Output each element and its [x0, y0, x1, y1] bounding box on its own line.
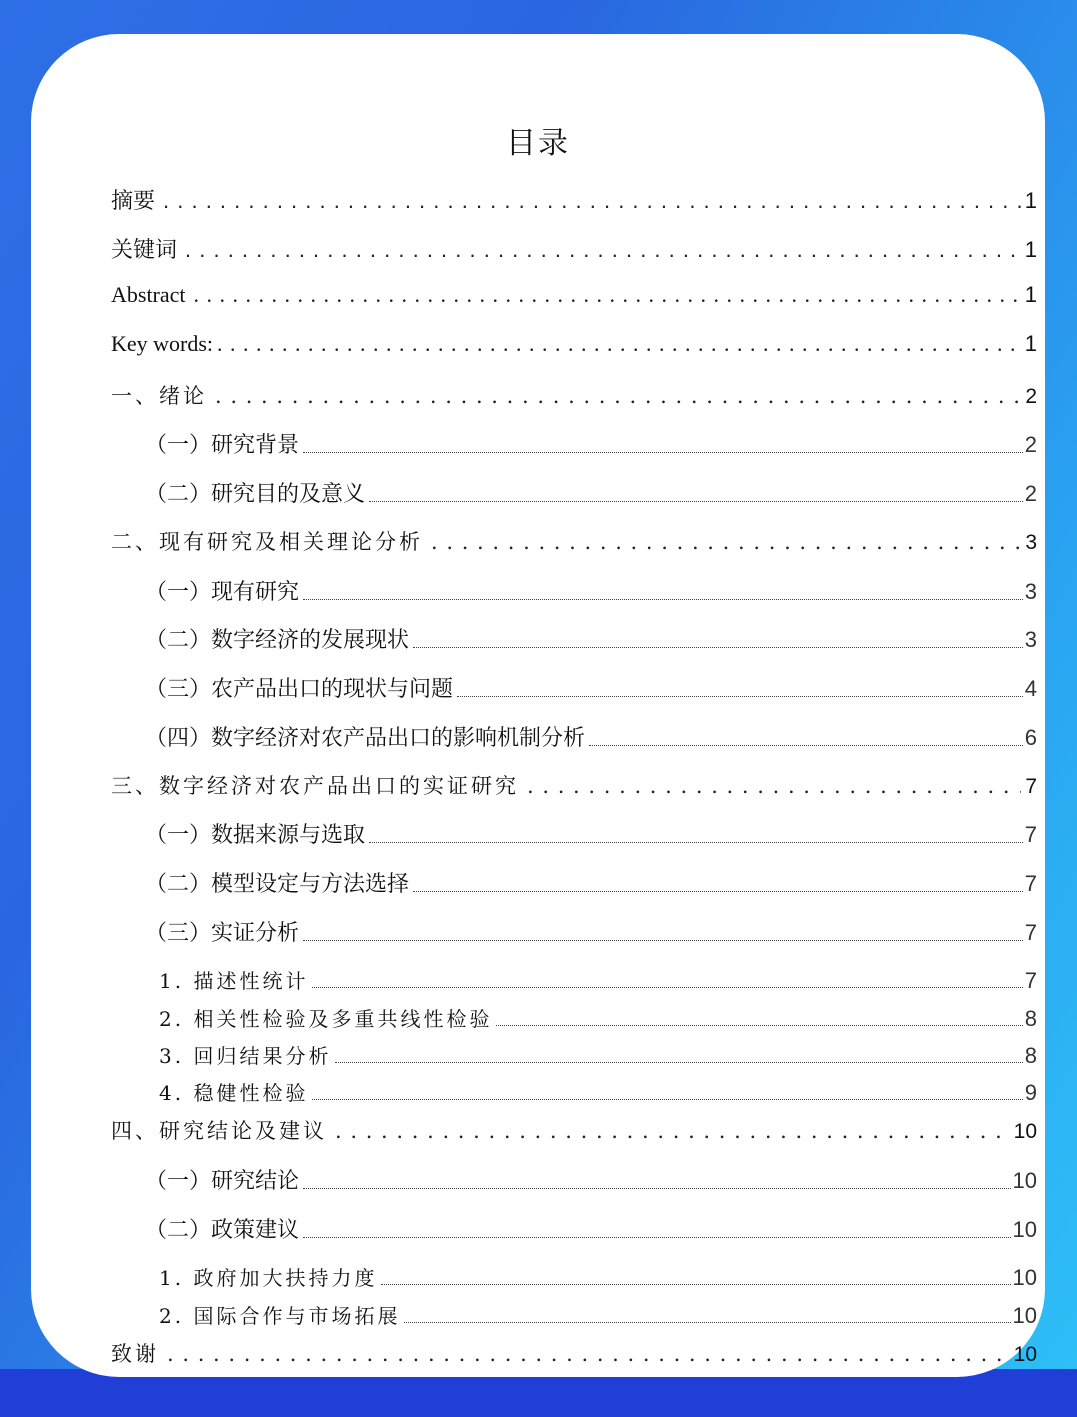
- toc-entry-keywords-cn[interactable]: [111, 233, 1037, 264]
- toc-leader: [303, 452, 1023, 453]
- toc-entry-subsection-3-3-3[interactable]: [159, 1040, 1037, 1069]
- toc-entry-chapter-1[interactable]: [111, 380, 1037, 410]
- toc-entry-label: 1. 描述性统计: [159, 969, 309, 993]
- document-card: [31, 34, 1045, 1377]
- toc-entry-label: （二）政策建议: [145, 1217, 300, 1242]
- toc-entry-label: 关键词: [111, 237, 178, 262]
- toc-leader: [369, 501, 1023, 502]
- toc-entry-label: （二）数字经济的发展现状: [145, 627, 410, 652]
- toc-leader: [303, 599, 1023, 600]
- toc-leader: [303, 1188, 1011, 1189]
- toc-leader: [413, 647, 1023, 648]
- toc-leader: [431, 530, 1021, 554]
- toc-entry-keywords-en[interactable]: [111, 331, 1037, 357]
- toc-entry-page: 1: [1024, 188, 1037, 213]
- toc-entry-section-3-2[interactable]: [145, 867, 1037, 898]
- toc-entry-label: （一）数据来源与选取: [145, 822, 366, 847]
- toc-entry-page: 10: [1012, 1265, 1037, 1290]
- toc-entry-label: 摘要: [111, 188, 156, 213]
- toc-entry-page: 10: [1013, 1120, 1037, 1143]
- toc-entry-page: 8: [1024, 1043, 1037, 1068]
- toc-entry-page: 3: [1025, 531, 1037, 554]
- toc-leader: [527, 774, 1021, 798]
- toc-entry-chapter-2[interactable]: [111, 526, 1037, 556]
- toc-leader: [404, 1322, 1010, 1323]
- toc-entry-label: 4. 稳健性检验: [159, 1081, 309, 1105]
- toc-entry-abstract-en[interactable]: [111, 282, 1037, 308]
- toc-entry-chapter-3[interactable]: [111, 770, 1037, 800]
- toc-entry-abstract-cn[interactable]: [111, 184, 1037, 215]
- toc-entry-page: 2: [1025, 385, 1037, 408]
- toc-leader: [457, 696, 1023, 697]
- toc-entry-subsection-3-3-1[interactable]: [159, 965, 1037, 994]
- toc-entry-label: （三）农产品出口的现状与问题: [145, 676, 454, 701]
- toc-entry-page: 1: [1024, 282, 1037, 307]
- toc-leader: [335, 1062, 1022, 1063]
- toc-entry-page: 10: [1013, 1343, 1037, 1366]
- toc-leader: [303, 940, 1023, 941]
- toc-entry-page: 7: [1025, 775, 1037, 798]
- toc-entry-page: 3: [1024, 579, 1037, 604]
- toc-entry-section-2-4[interactable]: [145, 721, 1037, 752]
- toc-entry-label: （三）实证分析: [145, 920, 300, 945]
- toc-entry-page: 3: [1024, 627, 1037, 652]
- toc-entry-label: （二）模型设定与方法选择: [145, 871, 410, 896]
- toc-leader: [185, 237, 1021, 263]
- toc-entry-subsection-3-3-2[interactable]: [159, 1003, 1037, 1032]
- toc-entry-section-3-3[interactable]: [145, 916, 1037, 947]
- toc-leader: [194, 282, 1021, 308]
- toc-entry-label: Abstract: [111, 282, 186, 307]
- toc-entry-section-4-2[interactable]: [145, 1213, 1037, 1244]
- toc-entry-label: 一、绪论: [111, 384, 207, 408]
- toc-entry-page: 10: [1012, 1303, 1037, 1328]
- toc-entry-page: 7: [1024, 920, 1037, 945]
- toc-leader: [335, 1119, 1010, 1143]
- toc-entry-page: 10: [1012, 1168, 1037, 1193]
- toc-entry-page: 2: [1024, 481, 1037, 506]
- toc-entry-page: 7: [1024, 968, 1037, 993]
- toc-entry-section-1-2[interactable]: [145, 477, 1037, 508]
- toc-leader: [312, 1099, 1022, 1100]
- toc-entry-label: Key words:: [111, 331, 214, 356]
- toc-entry-subsection-3-3-4[interactable]: [159, 1077, 1037, 1106]
- toc-entry-page: 10: [1012, 1217, 1037, 1242]
- toc-entry-page: 8: [1024, 1006, 1037, 1031]
- toc-leader: [413, 891, 1023, 892]
- toc-entry-chapter-4[interactable]: [111, 1115, 1037, 1145]
- toc-entry-acknowledgements[interactable]: [111, 1338, 1037, 1368]
- toc-leader: [381, 1284, 1010, 1285]
- page-title: 目录: [506, 126, 570, 161]
- toc-entry-label: 3. 回归结果分析: [159, 1044, 332, 1068]
- toc-entry-label: 三、数字经济对农产品出口的实证研究: [111, 774, 519, 798]
- toc-leader: [303, 1237, 1011, 1238]
- toc-leader: [163, 188, 1021, 214]
- toc-entry-page: 7: [1024, 822, 1037, 847]
- toc-entry-page: 7: [1024, 871, 1037, 896]
- toc-entry-section-1-1[interactable]: [145, 428, 1037, 459]
- toc-entry-label: （一）研究背景: [145, 432, 300, 457]
- toc-entry-label: （四）数字经济对农产品出口的影响机制分析: [145, 725, 586, 750]
- toc-entry-label: 2. 相关性检验及多重共线性检验: [159, 1007, 493, 1031]
- toc-entry-label: 致谢: [111, 1342, 159, 1366]
- toc-leader: [167, 1342, 1010, 1366]
- toc-entry-label: （一）研究结论: [145, 1168, 300, 1193]
- toc-leader: [369, 842, 1023, 843]
- toc-entry-page: 1: [1024, 331, 1037, 356]
- toc-entry-label: 2. 国际合作与市场拓展: [159, 1304, 401, 1328]
- toc-entry-label: （二）研究目的及意义: [145, 481, 366, 506]
- toc-entry-page: 1: [1024, 237, 1037, 262]
- toc-entry-section-2-2[interactable]: [145, 623, 1037, 654]
- toc-leader: [312, 987, 1022, 988]
- toc-leader: [589, 745, 1023, 746]
- toc-entry-section-2-3[interactable]: [145, 672, 1037, 703]
- toc-entry-section-3-1[interactable]: [145, 818, 1037, 849]
- toc-entry-subsection-4-2-2[interactable]: [159, 1300, 1037, 1329]
- toc-leader: [217, 331, 1021, 357]
- toc-entry-page: 6: [1024, 725, 1037, 750]
- toc-entry-section-4-1[interactable]: [145, 1164, 1037, 1195]
- toc-entry-section-2-1[interactable]: [145, 575, 1037, 606]
- toc-leader: [496, 1025, 1022, 1026]
- toc-entry-page: 2: [1024, 432, 1037, 457]
- toc-entry-label: 四、研究结论及建议: [111, 1119, 327, 1143]
- toc-entry-label: 1. 政府加大扶持力度: [159, 1266, 378, 1290]
- toc-entry-page: 9: [1024, 1080, 1037, 1105]
- toc-entry-page: 4: [1024, 676, 1037, 701]
- toc-entry-subsection-4-2-1[interactable]: [159, 1262, 1037, 1291]
- toc-leader: [215, 384, 1021, 408]
- toc-entry-label: 二、现有研究及相关理论分析: [111, 530, 423, 554]
- toc-entry-label: （一）现有研究: [145, 579, 300, 604]
